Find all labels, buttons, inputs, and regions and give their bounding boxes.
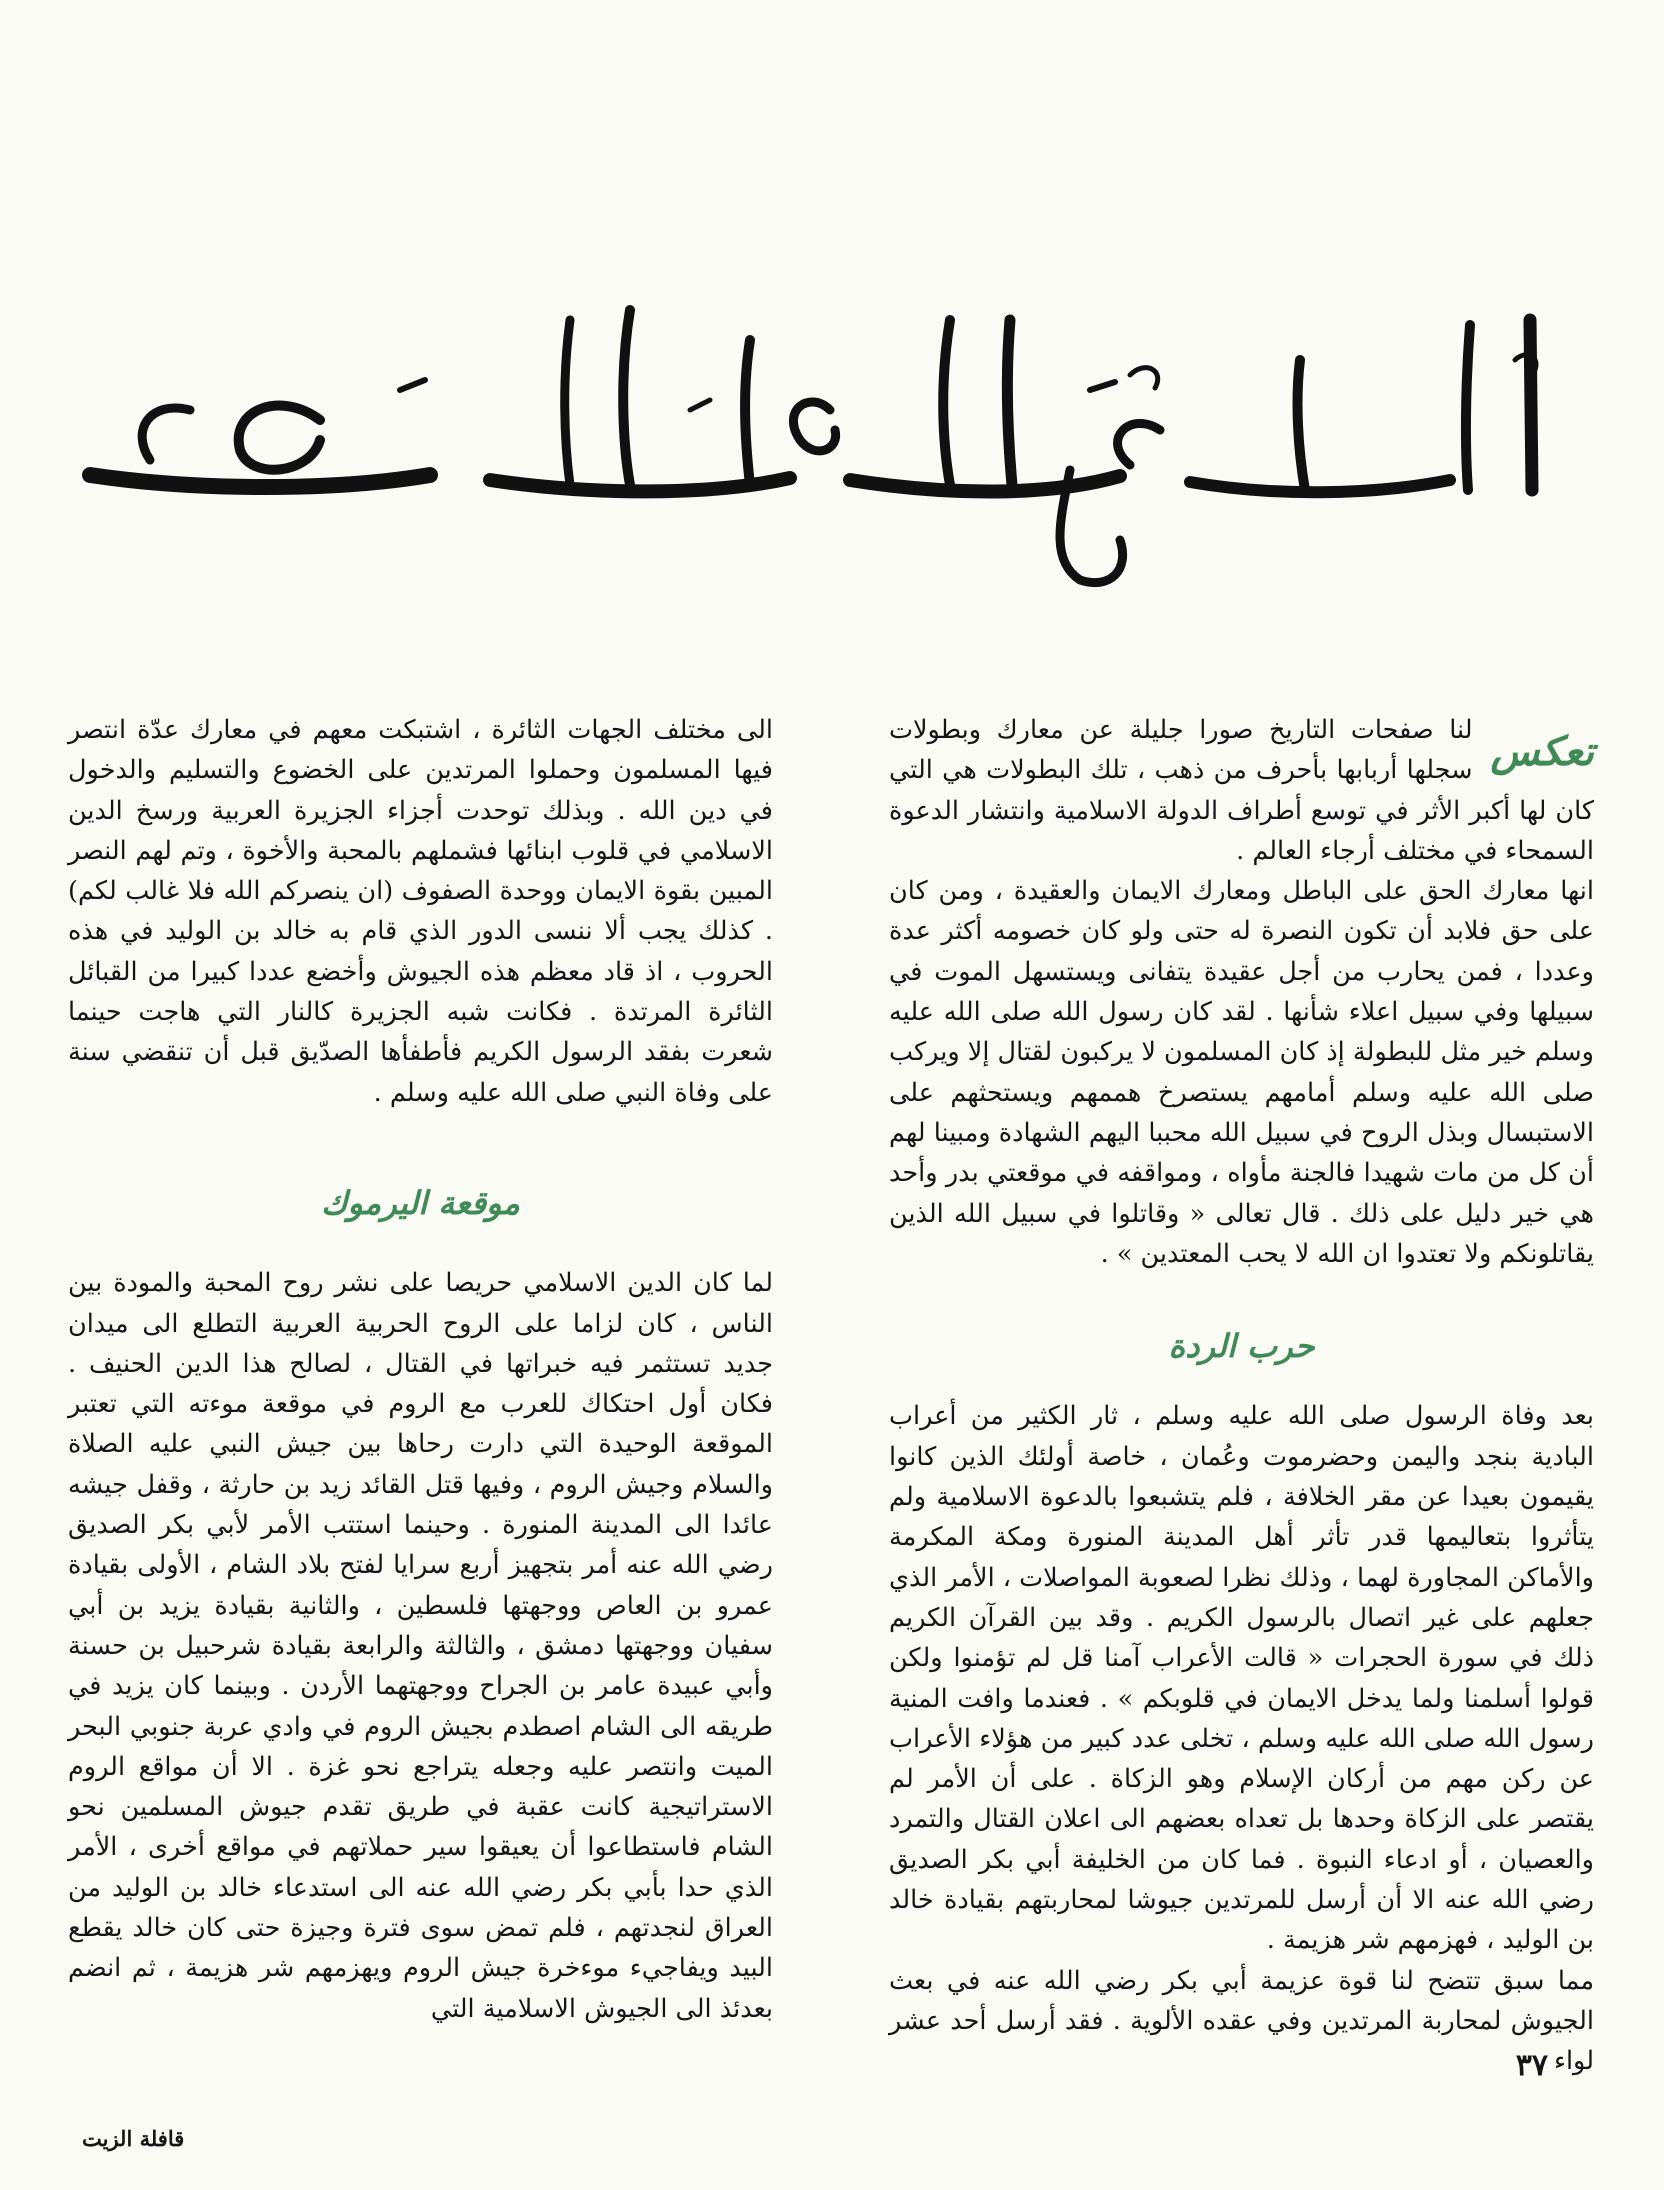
intro-paragraph: لنا صفحات التاريخ صورا جليلة عن معارك وبطولات سجلها أربابها بأحرف من ذهب ، تلك البطولات هي التي كان لها أكبر الأثر في توسع أطراف الدولة الاسلامية وانتشار الدعوة السمحاء في مختلف أرجاء العالم .: [889, 715, 1594, 866]
section-paragraph: مما سبق تتضح لنا قوة عزيمة أبي بكر رضي الله عنه في بعث الجيوش لمحاربة المرتدين وفي عقده الألوية . فقد أرسل أحد عشر لواء: [889, 1965, 1594, 2077]
section-paragraph: لما كان الدين الاسلامي حريصا على نشر روح المحبة والمودة بين الناس ، كان لزاما على الروح الحربية العربية التطلع الى ميدان جديد تستثمر فيه خبراتها في القتال ، لصالح هذا الدين الحنيف . فكان أول احتكاك للعرب مع الروم في موقعة موءته التي تعتبر الموقعة الوحيدة التي دارت رحاها بين جيش النبي عليه الصلاة والسلام وجيش الروم ، وفيها قتل القائد زيد بن حارثة ، وقفل جيشه عائدا الى المدينة المنورة . وحينما استتب الأمر لأبي بكر الصديق رضي الله عنه أمر بتجهيز أربع سرايا لفتح بلاد الشام ، الأولى بقيادة عمرو بن العاص ووجهتها فلسطين ، والثانية بقيادة يزيد بن أبي سفيان ووجهتها دمشق ، والثالثة والرابعة بقيادة شرحبيل بن حسنة وأبي عبيدة عامر بن الجراح ووجهتهما الأردن . وبينما كان يزيد في طريقه الى الشام اصطدم بجيش الروم في وادي عربة جنوبي البحر الميت وانتصر عليه وجعله يتراجع نحو غزة . الا أن مواقع الروم الاستراتيجية كانت عقبة في طريق تقدم جيوش المسلمين نحو الشام فاستطاعوا أن يعيقوا سير حملاتهم في مواقع أخرى ، الأمر الذي حدا بأبي بكر رضي الله عنه الى استدعاء خالد بن الوليد من العراق لنجدتهم ، فلم تمض سوى فترة وجيزة حتى كان خالد يقطع البيد ويفاجيء موءخرة جيش الروم ويهزمهم شر هزيمة ، ثم انضم بعدئذ الى الجيوش الاسلامية التي: [68, 1268, 773, 2024]
calligraphic-title: [70, 300, 1550, 600]
section-paragraph: بعد وفاة الرسول صلى الله عليه وسلم ، ثار الكثير من أعراب البادية بنجد واليمن وحضرموت وعُمان ، خاصة أولئك الذين كانوا يقيمون بعيدا عن مقر الخلافة ، فلم يتشبعوا بالدعوة الاسلامية ولم يتأثروا بتعاليمها قدر تأثر أهل المدينة المنورة ومكة المكرمة والأماكن المجاورة لهما ، وذلك نظرا لصعوبة المواصلات ، الأمر الذي جعلهم على غير اتصال بالرسول الكريم . وقد بين القرآن الكريم ذلك في سورة الحجرات « قالت الأعراب آمنا قل لم تؤمنوا ولكن قولوا أسلمنا ولما يدخل الايمان في قلوبكم » . فعندما وافت المنية رسول الله صلى الله عليه وسلم ، تخلى عدد كبير من هؤلاء الأعراب عن ركن مهم من أركان الإسلام وهو الزكاة . على أن الأمر لم يقتصر على الزكاة وحدها بل تعداه بعضهم الى اعلان القتال والتمرد والعصيان ، أو ادعاء النبوة . فما كان من الخليفة أبي بكر الصديق رضي الله عنه الا أن أرسل للمرتدين جيوشا لمحاربتهم بقيادة خالد بن الوليد ، فهزمهم شر هزيمة .: [889, 1401, 1594, 1956]
lead-word: تعكس: [1490, 728, 1594, 775]
intro-paragraph: الى مختلف الجهات الثائرة ، اشتبكت معهم في معارك عدّة انتصر فيها المسلمون وحملوا المرتدين على الخضوع والتسليم والدخول في دين الله . وبذلك توحدت أجزاء الجزيرة العربية ورسخ الدين الاسلامي في قلوب ابنائها فشملهم بالمحبة والأخوة ، وتم لهم النصر المبين بقوة الايمان ووحدة الصفوف (ان ينصركم الله فلا غالب لكم) . كذلك يجب ألا ننسى الدور الذي قام به خالد بن الوليد في هذه الحروب ، اذ قاد معظم هذه الجيوش وأخضع عددا كبيرا من القبائل الثائرة المرتدة . فكانت شبه الجزيرة كالنار التي هاجت حينما شعرت بفقد الرسول الكريم فأطفأها الصدّيق قبل أن تنقضي سنة على وفاة النبي صلى الله عليه وسلم .: [68, 715, 773, 1108]
magazine-footer: قافلة الزيت: [82, 2126, 185, 2151]
section-heading-ridda-wars: حرب الردة: [1168, 1327, 1315, 1366]
intro-paragraph: انها معارك الحق على الباطل ومعارك الايمان والعقيدة ، ومن كان على حق فلابد أن تكون النصرة له حتى ولو كان خصومه أكثر عدة وعددا ، فمن يحارب من أجل عقيدة يتفانى ويستسهل الموت في سبيلها وفي سبيل اعلاء شأنها . لقد كان رسول الله صلى الله عليه وسلم خير مثل للبطولة إذ كان المسلمون لا يركبون لقتال إلا ويركب صلى الله عليه وسلم أمامهم يستصرخ هممهم ويستحثهم على الاستبسال وبذل الروح في سبيل الله محببا اليهم الشهادة ومبينا لهم أن كل من مات شهيدا فالجنة مأواه ، ومواقفه في موقعتي بدر وأحد هي خير دليل على ذلك . قال تعالى « وقاتلوا في سبيل الله الذين يقاتلونكم ولا تعتدوا ان الله لا يحب المعتدين » .: [889, 876, 1594, 1269]
section-heading-yarmouk: موقعة اليرموك: [321, 1183, 520, 1222]
title-calligraphy-graphic: [70, 300, 1550, 600]
page-number: ٣٧: [1515, 2048, 1548, 2083]
right-column: [889, 710, 1594, 2082]
left-column: [68, 710, 773, 2029]
